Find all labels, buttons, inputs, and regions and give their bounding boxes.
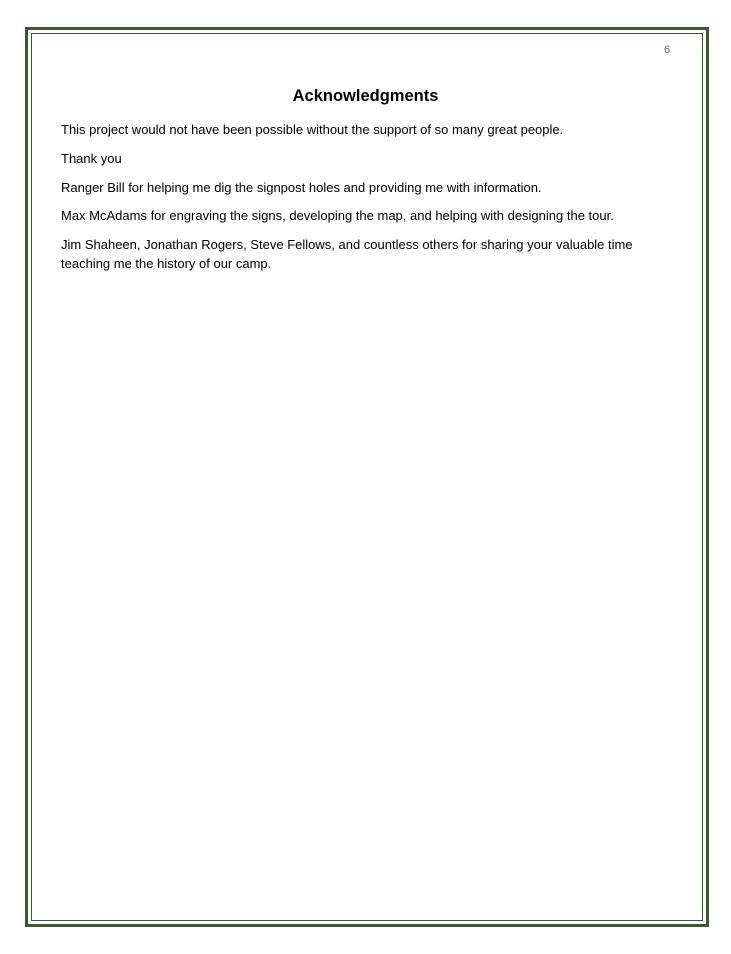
paragraph-others: Jim Shaheen, Jonathan Rogers, Steve Fellows, and countless others for sharing your valuable time teaching me the history of our camp.	[61, 237, 633, 271]
paragraph-thank-you: Thank you	[61, 151, 122, 166]
page-number: 6	[664, 44, 671, 56]
page-title: Acknowledgments	[292, 87, 439, 105]
paragraph-max-mcadams: Max McAdams for engraving the signs, developing the map, and helping with designing the tour.	[61, 208, 614, 223]
paragraph-intro: This project would not have been possible without the support of so many great people.	[61, 122, 564, 137]
paragraph-ranger-bill: Ranger Bill for helping me dig the signpost holes and providing me with information.	[61, 180, 542, 195]
